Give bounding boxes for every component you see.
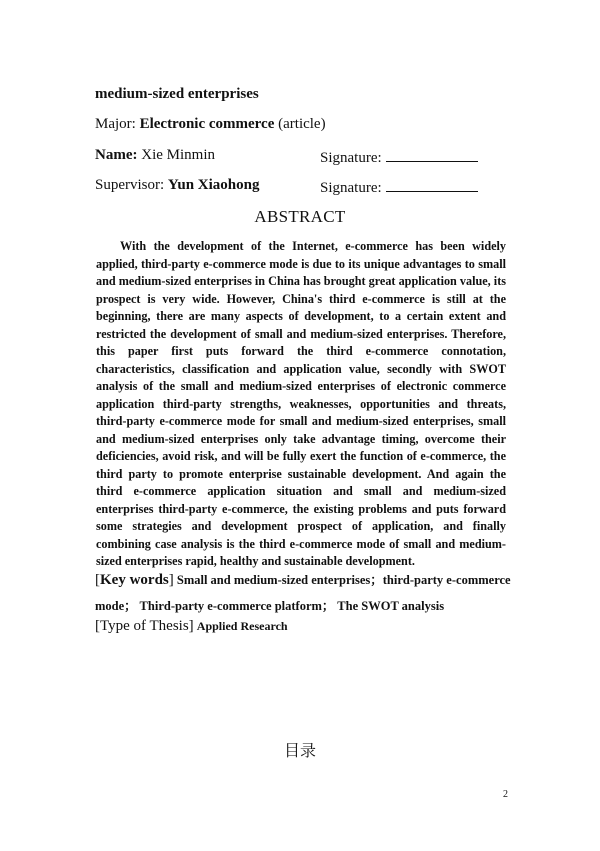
- supervisor-label: Supervisor:: [95, 177, 168, 193]
- abstract-body: With the development of the Internet, e-commerce has been widely applied, third-party e-commerce mode is due to its unique advantages to small and medium-sized enterprises in China has brought great application value, its prospect is very wide. However, China's third e-commerce is still at the beginning, there are many aspects of development, to a certain extent and restricted the development of small and medium-sized enterprises. Therefore, this paper first puts forward the third e-commerce connotation, characteristics, classification and application value, secondly with SWOT analysis of the small and medium-sized enterprises of electronic commerce application third-party strengths, weaknesses, opportunities and threats, third-party e-commerce mode for small and medium-sized enterprises, small and medium-sized enterprises only take advantage timing, overcome their deficiencies, avoid risk, and will be fully exert the function of e-commerce, the third party to promote enterprise sustainable development. And again the third e-commerce application situation and small and medium-sized enterprises third-party e-commerce, the existing problems and puts forward some strategies and development prospect of application, and finally combining case analysis is the third e-commerce mode of small and medium-sized enterprises rapid, healthy and sustainable development.: [96, 239, 506, 568]
- author-signature: [320, 147, 478, 167]
- supervisor-signature: [320, 177, 478, 197]
- signature-blank: [386, 147, 478, 162]
- keywords-line-1: [95, 570, 511, 589]
- major-suffix: (article): [274, 116, 326, 132]
- bracket-open: [: [95, 618, 100, 634]
- author-name: Xie Minmin: [141, 147, 215, 163]
- signature-label: Signature:: [320, 150, 382, 166]
- supervisor-line: [95, 177, 260, 194]
- toc-heading: 目录: [283, 741, 316, 760]
- thesis-type-value: Applied Research: [196, 619, 288, 633]
- major-label: Major:: [95, 116, 140, 132]
- signature-label: Signature:: [320, 180, 382, 196]
- major-value: Electronic commerce: [139, 116, 275, 132]
- keywords-text-2: mode； Third-party e-commerce platform； The SWOT analysis: [95, 599, 445, 613]
- page-number: 2: [503, 789, 508, 800]
- name-label: Name:: [95, 147, 142, 163]
- supervisor-name: Yun Xiaohong: [167, 177, 260, 193]
- abstract-heading: ABSTRACT: [254, 207, 346, 226]
- bracket-open: [: [95, 572, 100, 588]
- bracket-close: ]: [168, 572, 174, 588]
- thesis-type-label: Type of Thesis: [100, 618, 189, 634]
- author-line: [95, 147, 215, 164]
- title-continuation: medium-sized enterprises: [95, 86, 259, 102]
- major-line: [95, 116, 326, 133]
- keywords-label: Key words: [100, 572, 169, 588]
- signature-blank: [386, 177, 478, 192]
- keywords-text-1: Small and medium-sized enterprises；third-party e-commerce: [173, 573, 511, 587]
- bracket-close: ]: [188, 618, 194, 634]
- thesis-type-line: [95, 618, 288, 635]
